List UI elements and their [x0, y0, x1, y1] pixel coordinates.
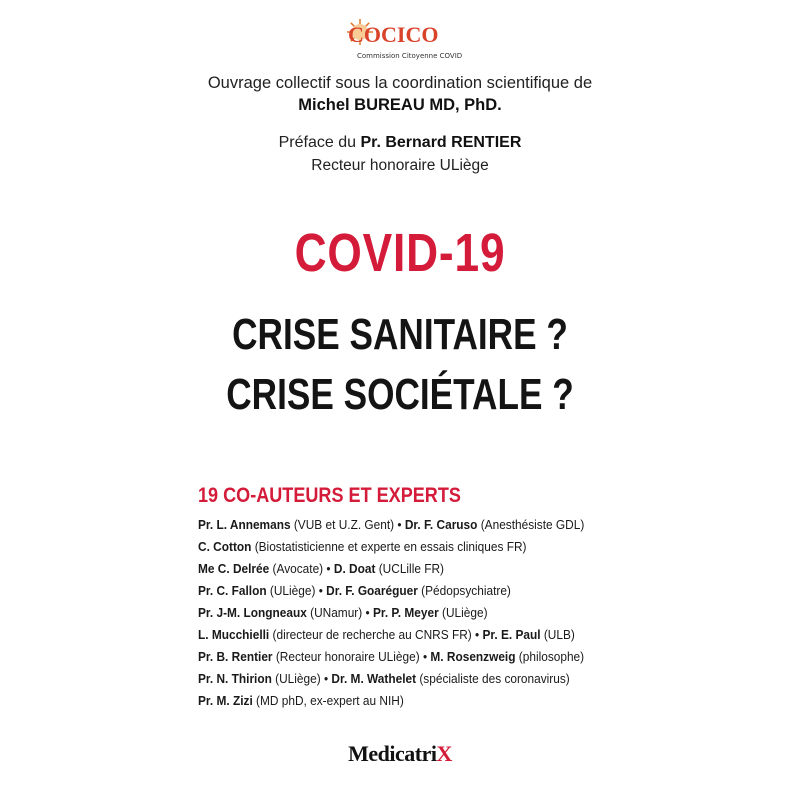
author-name: Dr. F. Caruso [404, 517, 478, 532]
author-name: Pr. P. Meyer [372, 605, 439, 620]
publisher-name-x: X [436, 741, 452, 766]
logo-subtitle: Commission Citoyenne COVID [357, 52, 463, 60]
logo-wordmark [348, 22, 438, 48]
author-affiliation: (Avocate) • [269, 561, 334, 576]
author-name: Pr. E. Paul [482, 627, 541, 642]
book-title: COVID-19 [294, 223, 506, 283]
authors-heading: 19 CO-AUTEURS ET EXPERTS [198, 484, 461, 507]
author-affiliation: (ULiège) [438, 605, 488, 620]
preface-line [0, 134, 800, 152]
book-subtitle-line-2: CRISE SOCIÉTALE ? [226, 370, 574, 419]
author-name: Dr. M. Wathelet [331, 671, 417, 686]
authors-block [198, 484, 627, 712]
author-line [198, 646, 584, 668]
author-affiliation: (UCLille FR) [375, 561, 445, 576]
author-line [198, 558, 584, 580]
author-name: Dr. F. Goaréguer [326, 583, 418, 598]
author-line [198, 536, 584, 558]
author-name: Pr. L. Annemans [198, 517, 291, 532]
author-name: Pr. N. Thirion [198, 671, 272, 686]
book-subtitle-line-1: CRISE SANITAIRE ? [232, 310, 568, 359]
author-line [198, 690, 584, 712]
author-affiliation: (Recteur honoraire ULiège) • [272, 649, 431, 664]
coordinator-name: Michel BUREAU MD, PhD. [298, 96, 502, 114]
author-name: Pr. B. Rentier [198, 649, 273, 664]
author-affiliation: (Anesthésiste GDL) [477, 517, 585, 532]
author-name: Me C. Delrée [198, 561, 270, 576]
author-affiliation: (ULiège) • [266, 583, 327, 598]
author-line [198, 580, 584, 602]
publisher-name: Medicatri [348, 741, 437, 766]
author-name: Pr. J-M. Longneaux [198, 605, 307, 620]
author-affiliation: (ULiège) • [271, 671, 332, 686]
author-affiliation: (philosophe) [515, 649, 585, 664]
cocico-logo [340, 14, 463, 64]
author-name: Pr. M. Zizi [198, 693, 253, 708]
coordination-line: Ouvrage collectif sous la coordination scientifique de [207, 74, 593, 92]
author-affiliation: (spécialiste des coronavirus) [416, 671, 570, 686]
preface-prefix: Préface du [278, 134, 361, 151]
preface-author: Pr. Bernard RENTIER [360, 134, 522, 151]
author-name: Pr. C. Fallon [198, 583, 267, 598]
author-affiliation: (directeur de recherche au CNRS FR) • [269, 627, 483, 642]
author-affiliation: (MD phD, ex-expert au NIH) [252, 693, 404, 708]
author-line [198, 668, 584, 690]
author-affiliation: (ULB) [540, 627, 575, 642]
author-name: D. Doat [333, 561, 376, 576]
author-affiliation: (VUB et U.Z. Gent) • [290, 517, 405, 532]
author-name: L. Mucchielli [198, 627, 270, 642]
logo-wordmark-text: COCICO [348, 22, 439, 47]
author-affiliation: (Biostatisticienne et experte en essais cliniques FR) [251, 539, 527, 554]
author-line [198, 602, 584, 624]
author-name: M. Rosenzweig [430, 649, 516, 664]
author-name: C. Cotton [198, 539, 252, 554]
authors-list [198, 514, 627, 712]
preface-author-role: Recteur honoraire ULiège [311, 157, 489, 174]
author-line [198, 514, 584, 536]
author-affiliation: (Pédopsychiatre) [417, 583, 511, 598]
author-line [198, 624, 584, 646]
author-affiliation: (UNamur) • [306, 605, 373, 620]
publisher-logo [0, 741, 800, 767]
